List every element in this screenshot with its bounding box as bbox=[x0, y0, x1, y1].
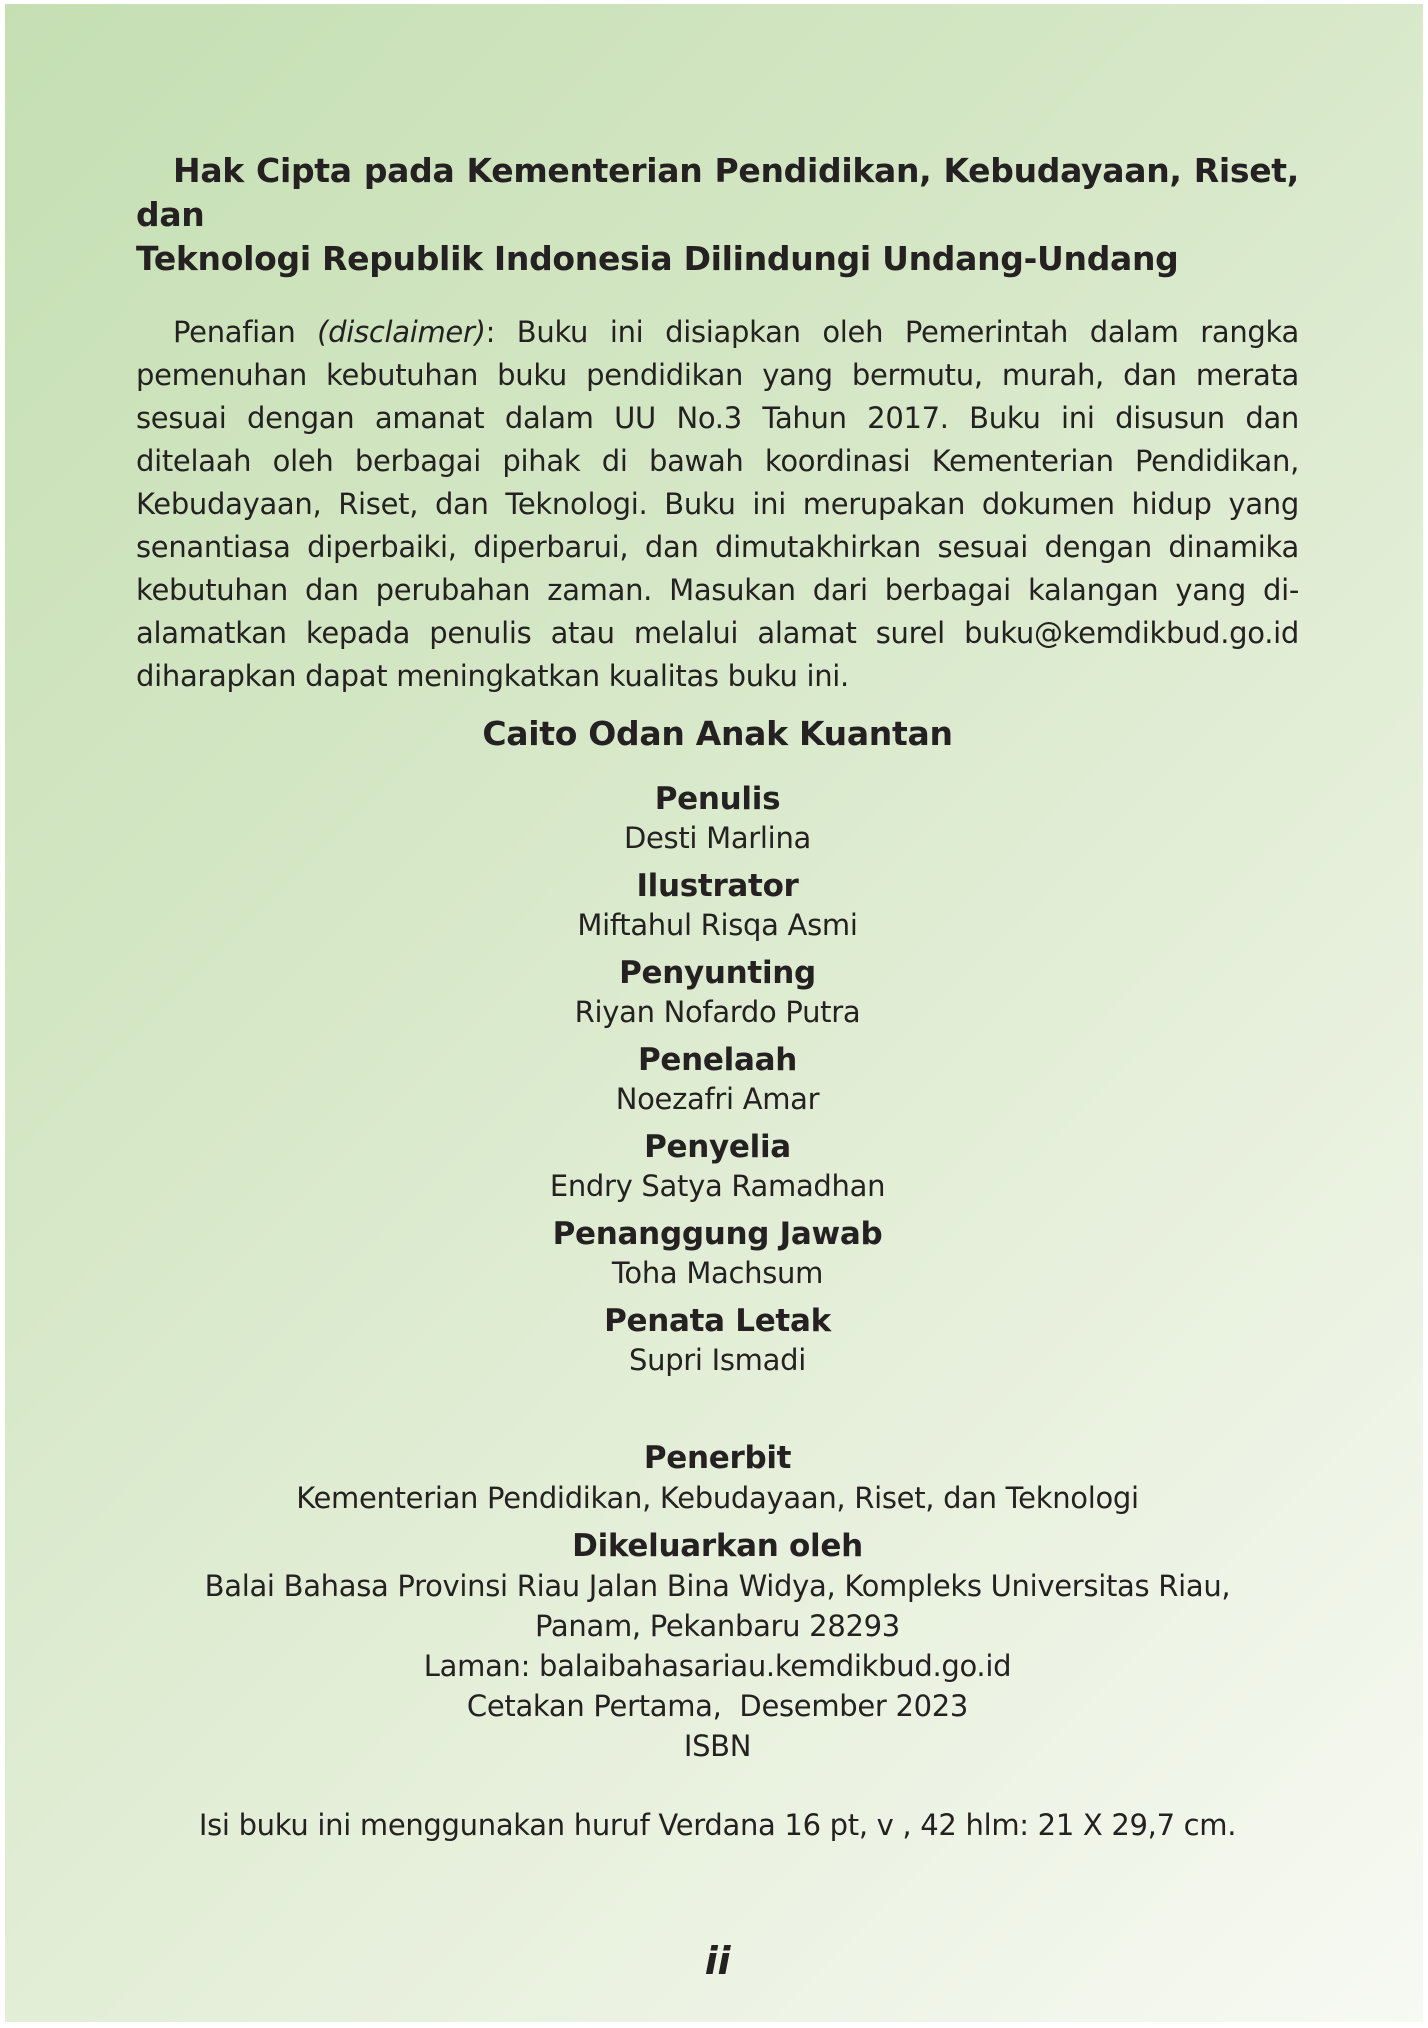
credit-entry bbox=[136, 1215, 1299, 1293]
publication-value: Balai Bahasa Provinsi Riau Jalan Bina Widya, Kompleks Universitas Riau, bbox=[204, 1569, 1231, 1603]
credit-entry bbox=[136, 1302, 1299, 1380]
disclaimer-line: kebutuhan dan perubahan zaman. Masukan dari berbagai kalangan yang di- bbox=[136, 573, 1299, 607]
credits-list bbox=[136, 780, 1299, 1380]
page-number: ii bbox=[704, 1939, 731, 1983]
disclaimer-line: alamatkan kepada penulis atau melalui alamat surel buku@kemdikbud.go.id bbox=[136, 616, 1299, 650]
disclaimer-line: senantiasa diperbaiki, diperbarui, dan dimutakhirkan sesuai dengan dinamika bbox=[136, 530, 1299, 564]
disclaimer-line: ditelaah oleh berbagai pihak di bawah koordinasi Kementerian Pendidikan, bbox=[136, 444, 1299, 478]
disclaimer-line: Kebudayaan, Riset, dan Teknologi. Buku ini merupakan dokumen hidup yang bbox=[136, 487, 1299, 521]
publication-value: Panam, Pekanbaru 28293 bbox=[535, 1609, 900, 1643]
page-content bbox=[5, 4, 1423, 1983]
disclaimer-line-first bbox=[136, 311, 1299, 354]
credit-name: Toha Machsum bbox=[611, 1256, 824, 1290]
publication-label: Penerbit bbox=[643, 1440, 792, 1476]
credit-role: Penata Letak bbox=[604, 1303, 831, 1339]
credit-entry bbox=[136, 867, 1299, 945]
copyright-heading bbox=[136, 149, 1299, 281]
copyright-heading-line-2: Teknologi Republik Indonesia Dilindungi Undang-Undang bbox=[136, 239, 1179, 278]
credit-role: Penyunting bbox=[619, 955, 816, 991]
disclaimer-first-line-rest: : Buku ini disiapkan oleh Pemerintah dalam rangka bbox=[485, 315, 1299, 349]
disclaimer-line: pemenuhan kebutuhan buku pendidikan yang bermutu, murah, dan merata bbox=[136, 358, 1299, 392]
credit-name: Noezafri Amar bbox=[615, 1082, 820, 1116]
disclaimer-paragraph bbox=[136, 311, 1299, 698]
publication-value: Laman: balaibahasariau.kemdikbud.go.id bbox=[423, 1649, 1012, 1683]
credit-entry bbox=[136, 1041, 1299, 1119]
credit-role: Penanggung Jawab bbox=[552, 1216, 883, 1252]
copyright-heading-line-1: Hak Cipta pada Kementerian Pendidikan, Kebudayaan, Riset, dan bbox=[136, 151, 1299, 234]
credit-name: Supri Ismadi bbox=[629, 1343, 806, 1377]
credit-name: Riyan Nofardo Putra bbox=[574, 995, 861, 1029]
credit-role: Ilustrator bbox=[636, 868, 799, 904]
credit-name: Desti Marlina bbox=[623, 821, 811, 855]
publication-label: Dikeluarkan oleh bbox=[572, 1528, 863, 1564]
credit-entry bbox=[136, 780, 1299, 858]
credit-entry bbox=[136, 954, 1299, 1032]
book-title: Caito Odan Anak Kuantan bbox=[482, 714, 953, 753]
publication-value: Cetakan Pertama, Desember 2023 bbox=[466, 1689, 969, 1723]
credit-name: Miftahul Risqa Asmi bbox=[577, 908, 858, 942]
publication-value: ISBN bbox=[683, 1729, 752, 1763]
copyright-page bbox=[5, 4, 1423, 2022]
credit-role: Penelaah bbox=[638, 1042, 797, 1078]
disclaimer-line: sesuai dengan amanat dalam UU No.3 Tahun 2017. Buku ini disusun dan bbox=[136, 401, 1299, 435]
publication-block bbox=[136, 1438, 1299, 1766]
disclaimer-line: diharapkan dapat meningkatkan kualitas buku ini. bbox=[136, 659, 849, 693]
disclaimer-term-italic: (disclaimer) bbox=[317, 315, 486, 349]
credit-role: Penyelia bbox=[644, 1129, 791, 1165]
credit-entry bbox=[136, 1128, 1299, 1206]
colophon-note: Isi buku ini menggunakan huruf Verdana 16 pt, v , 42 hlm: 21 X 29,7 cm. bbox=[198, 1808, 1237, 1842]
publication-value: Kementerian Pendidikan, Kebudayaan, Riset, dan Teknologi bbox=[296, 1481, 1139, 1515]
disclaimer-lines bbox=[136, 354, 1299, 698]
credit-role: Penulis bbox=[654, 781, 781, 817]
disclaimer-lead-text: Penafian bbox=[173, 315, 318, 349]
credit-name: Endry Satya Ramadhan bbox=[549, 1169, 886, 1203]
